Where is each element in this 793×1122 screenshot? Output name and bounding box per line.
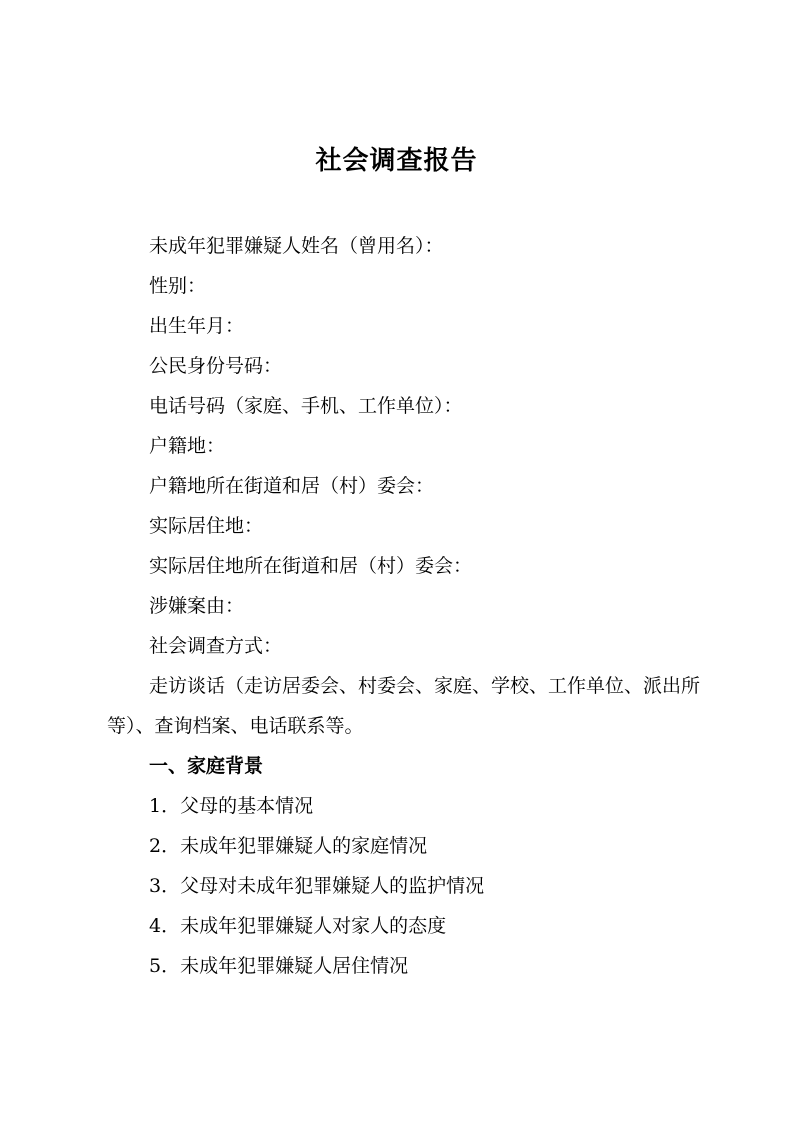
field-registered-committee: 户籍地所在街道和居（村）委会： xyxy=(149,475,435,497)
section-heading-family: 一、家庭背景 xyxy=(149,755,264,777)
document-body xyxy=(107,226,707,986)
list-item: 3．父母对未成年犯罪嫌疑人的监护情况 xyxy=(149,875,485,897)
list-item: 5．未成年犯罪嫌疑人居住情况 xyxy=(149,955,409,977)
method-paragraph: 走访谈话（走访居委会、村委会、家庭、学校、工作单位、派出所等）、查询档案、电话联系等。 xyxy=(107,675,701,737)
field-name: 未成年犯罪嫌疑人姓名（曾用名）： xyxy=(149,235,444,257)
field-birth-date: 出生年月： xyxy=(149,315,245,337)
field-charge: 涉嫌案由： xyxy=(149,595,245,617)
field-investigation-method: 社会调查方式： xyxy=(149,635,283,657)
list-item: 2．未成年犯罪嫌疑人的家庭情况 xyxy=(149,835,428,857)
field-phone: 电话号码（家庭、手机、工作单位）： xyxy=(149,395,463,417)
field-actual-committee: 实际居住地所在街道和居（村）委会： xyxy=(149,555,473,577)
document-title: 社会调查报告 xyxy=(315,146,478,176)
field-registered-residence: 户籍地： xyxy=(149,435,226,457)
field-id-number: 公民身份号码： xyxy=(149,355,283,377)
field-gender: 性别： xyxy=(149,275,207,297)
list-item: 1．父母的基本情况 xyxy=(149,795,314,817)
field-actual-residence: 实际居住地： xyxy=(149,515,264,537)
list-item: 4．未成年犯罪嫌疑人对家人的态度 xyxy=(149,915,447,937)
